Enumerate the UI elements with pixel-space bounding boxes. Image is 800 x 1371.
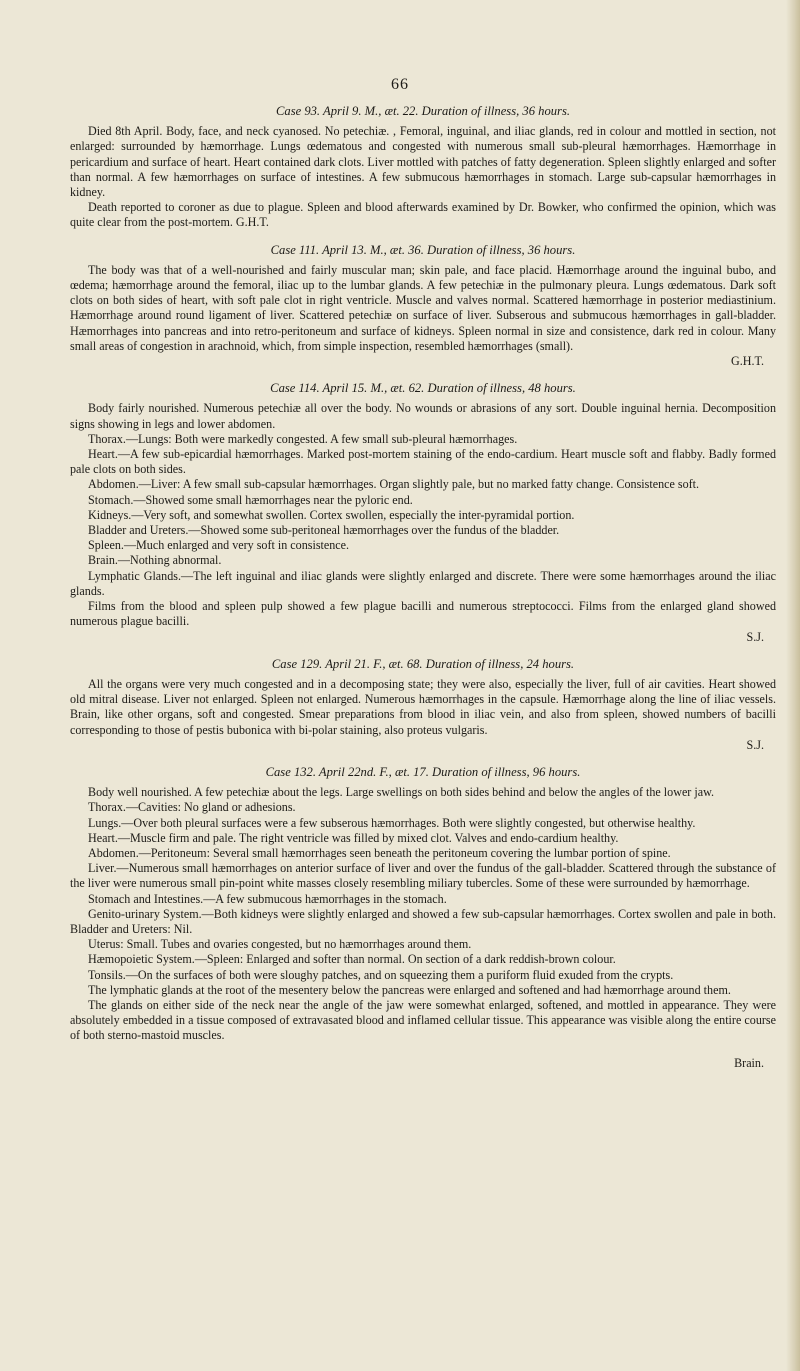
- case-paragraph: Liver.—Numerous small hæmorrhages on anterior surface of liver and over the fundus of the gall-bladder. Scattered through the substance of the liver were numerous small pin-point white masses closely resembling miliary tubercles. Some of these were surrounded by hæmorrhage.: [70, 861, 776, 891]
- case-paragraph: Genito-urinary System.—Both kidneys were slightly enlarged and showed a few sub-capsular hæmorrhages. Cortex swollen and pale in both. Bladder and Ureters: Nil.: [70, 906, 776, 936]
- case-paragraph: Stomach and Intestines.—A few submucous hæmorrhages in the stomach.: [88, 891, 447, 906]
- case-paragraph: Death reported to coroner as due to plague. Spleen and blood afterwards examined by Dr. Bowker, who confirmed the opinion, which was quite clear from the post-mortem. G.H.T.: [70, 200, 776, 230]
- case-paragraph: The glands on either side of the neck near the angle of the jaw were somewhat enlarged, softened, and mottled in appearance. They were absolutely embedded in a tissue composed of extravasated blood and inflamed cellular tissue. This appearance was visible along the entire course of both sterno-mastoid muscles.: [70, 997, 776, 1043]
- case-heading: Case 93. April 9. M., æt. 22. Duration of illness, 36 hours.: [276, 104, 570, 118]
- case-heading: Case 114. April 15. M., æt. 62. Duration of illness, 48 hours.: [270, 381, 576, 396]
- case-section: [70, 381, 776, 644]
- case-paragraph: Abdomen.—Peritoneum: Several small hæmorrhages seen beneath the peritoneum covering the lumbar portion of spine.: [88, 845, 671, 860]
- case-heading: Case 111. April 13. M., æt. 36. Duration of illness, 36 hours.: [270, 242, 576, 257]
- case-paragraph: Kidneys.—Very soft, and somewhat swollen. Cortex swollen, especially the inter-pyramidal portion.: [88, 507, 575, 522]
- case-section: [70, 243, 776, 370]
- case-paragraph: The lymphatic glands at the root of the mesentery below the pancreas were enlarged and softened and had hæmorrhage around them.: [88, 982, 731, 997]
- case-section: [70, 765, 776, 1044]
- catchword: Brain.: [734, 1055, 764, 1070]
- case-paragraph: Body fairly nourished. Numerous petechiæ all over the body. No wounds or abrasions of any sort. Double inguinal hernia. Decomposition signs showing in legs and lower abdomen.: [70, 401, 776, 431]
- case-section: [70, 104, 776, 231]
- page-edge: [786, 0, 800, 1371]
- page-content: [70, 104, 776, 1083]
- case-paragraph: Hæmopoietic System.—Spleen: Enlarged and softer than normal. On section of a dark reddish-brown colour.: [88, 952, 616, 967]
- case-signature: G.H.T.: [730, 354, 764, 369]
- case-paragraph: Thorax.—Lungs: Both were markedly congested. A few small sub-pleural hæmorrhages.: [88, 431, 518, 446]
- case-paragraph: All the organs were very much congested and in a decomposing state; they were also, especially the liver, full of air cavities. Heart showed old mitral disease. Liver not enlarged. Spleen not enlarged. Numerous hæmorrhages in the capsule. Hæmorrhage along the line of iliac vessels. Brain, like other organs, soft and congested. Smear preparations from blood in iliac vein, and also from spleen, showed numbers of bacilli corresponding to those of pestis bubonica with bi-polar staining, also proteus vulgaris.: [70, 676, 776, 737]
- case-paragraph: Abdomen.—Liver: A few small sub-capsular hæmorrhages. Organ slightly pale, but no marked fatty change. Consistence soft.: [88, 477, 700, 492]
- case-section: [70, 657, 776, 753]
- case-paragraph: Lungs.—Over both pleural surfaces were a few subserous hæmorrhages. Both were slightly congested, but otherwise healthy.: [88, 815, 696, 830]
- case-paragraph: Films from the blood and spleen pulp showed a few plague bacilli and numerous streptococci. Films from the enlarged gland showed numerous plague bacilli.: [70, 599, 776, 629]
- case-signature: S.J.: [746, 629, 764, 644]
- case-paragraph: Heart.—Muscle firm and pale. The right ventricle was filled by mixed clot. Valves and endo-cardium healthy.: [88, 830, 619, 845]
- case-signature: S.J.: [746, 737, 764, 752]
- case-paragraph: Brain.—Nothing abnormal.: [88, 553, 222, 568]
- case-paragraph: Heart.—A few sub-epicardial hæmorrhages. Marked post-mortem staining of the endo-cardium. Heart muscle soft and flabby. Badly formed pale clots on both sides.: [70, 447, 776, 477]
- page-number: 66: [391, 76, 409, 93]
- case-paragraph: The body was that of a well-nourished and fairly muscular man; skin pale, and face placid. Hæmorrhage around the inguinal bubo, and œdema; hæmorrhage around the femoral, iliac up to the lumbar glands. A few petechiæ in the pulmonary pleura. Lungs œdematous. Dark soft clots on both sides of heart, with soft pale clot in right ventricle. Muscle and valves normal. Scattered hæmorrhage in posterior mediastinium. Hæmorrhage around round ligament of liver. Scattered petechiæ on surface of liver. Subserous and submucous hæmorrhages in gall-bladder. Hæmorrhages into pancreas and into retro-peritoneum and surface of kidneys. Spleen normal in size and consistence, dark red in colour. Many small areas of congestion in arachnoid, which, from simple inspection, resembled hæmorrhages (small).: [70, 262, 776, 353]
- case-paragraph: Body well nourished. A few petechiæ about the legs. Large swellings on both sides behind and below the angles of the lower jaw.: [88, 785, 715, 800]
- case-paragraph: Thorax.—Cavities: No gland or adhesions.: [88, 800, 296, 815]
- case-paragraph: Bladder and Ureters.—Showed some sub-peritoneal hæmorrhages over the fundus of the bladder.: [88, 523, 560, 538]
- case-paragraph: Died 8th April. Body, face, and neck cyanosed. No petechiæ. , Femoral, inguinal, and iliac glands, red in colour and mottled in section, not enlarged: surrounded by hæmorrhage. Lungs œdematous and congested with numerous small sub-pleural hæmorrhages. Hæmorrhage in pericardium and surface of heart. Heart contained dark clots. Liver mottled with patches of fatty degeneration. Spleen slightly enlarged and softer than normal. A few hæmorrhages on surface of intestines. A few submucous hæmorrhages in stomach. Large sub-capsular hæmorrhages in kidney.: [70, 124, 776, 200]
- case-heading: Case 129. April 21. F., æt. 68. Duration of illness, 24 hours.: [271, 656, 575, 671]
- case-paragraph: Stomach.—Showed some small hæmorrhages near the pyloric end.: [88, 492, 413, 507]
- case-heading: Case 132. April 22nd. F., æt. 17. Duration of illness, 96 hours.: [265, 764, 581, 779]
- case-paragraph: Uterus: Small. Tubes and ovaries congested, but no hæmorrhages around them.: [88, 937, 472, 952]
- case-paragraph: Spleen.—Much enlarged and very soft in consistence.: [88, 538, 350, 553]
- case-paragraph: Tonsils.—On the surfaces of both were sloughy patches, and on squeezing them a puriform fluid exuded from the crypts.: [88, 967, 674, 982]
- case-paragraph: Lymphatic Glands.—The left inguinal and iliac glands were slightly enlarged and discrete. There were some hæmorrhages around the iliac glands.: [70, 568, 776, 598]
